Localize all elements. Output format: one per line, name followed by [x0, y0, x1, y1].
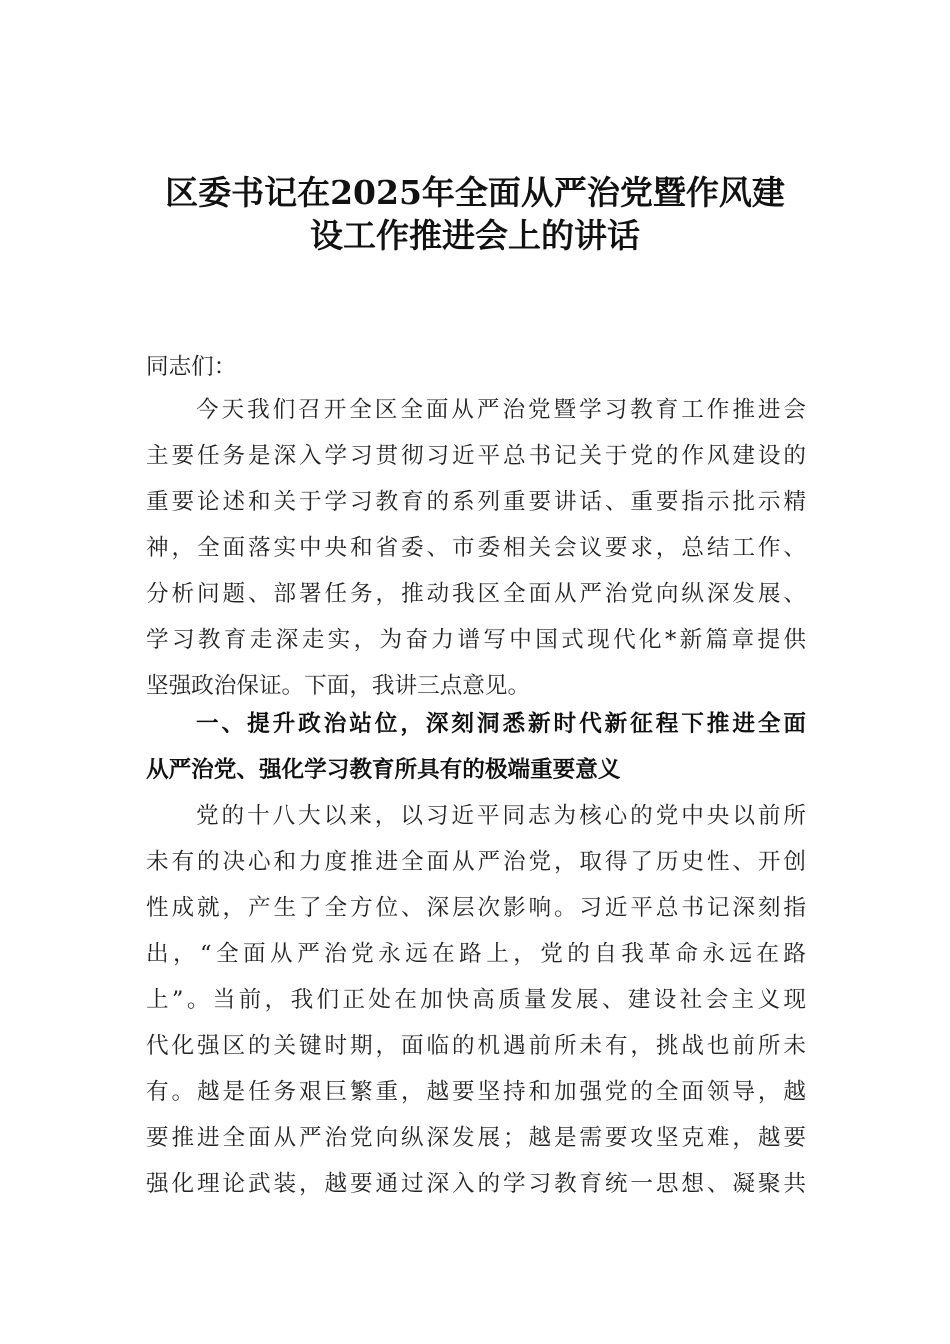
salutation-text: 同志们： [146, 354, 237, 380]
paragraph-line: 坚强政治保证。下面，我讲三点意见。 [146, 673, 531, 699]
document-title-line-1: 区委书记在2025年全面从严治党暨作风建 [165, 173, 785, 212]
paragraph-line: 代化强区的关键时期，面临的机遇前所未有，挑战也前所未 [146, 1033, 806, 1059]
paragraph-line: 主要任务是深入学习贯彻习近平总书记关于党的作风建设的 [146, 443, 806, 469]
paragraph-line: 党的十八大以来，以习近平同志为核心的党中央以前所 [196, 803, 806, 829]
heading-line: 一、提升政治站位，深刻洞悉新时代新征程下推进全面 [196, 711, 806, 737]
paragraph-line: 神，全面落实中央和省委、市委相关会议要求，总结工作、 [146, 535, 806, 561]
paragraph-line: 未有的决心和力度推进全面从严治党，取得了历史性、开创 [146, 849, 806, 875]
paragraph-line: 有。越是任务艰巨繁重，越要坚持和加强党的全面领导，越 [146, 1079, 806, 1105]
paragraph-line: 要推进全面从严治党向纵深发展；越是需要攻坚克难，越要 [146, 1125, 806, 1151]
paragraph-line: 性成就，产生了全方位、深层次影响。习近平总书记深刻指 [146, 895, 806, 921]
heading-line: 从严治党、强化学习教育所具有的极端重要意义 [146, 757, 621, 783]
paragraph-line: 上”。当前，我们正处在加快高质量发展、建设社会主义现 [146, 987, 806, 1013]
paragraph-line: 出，“全面从严治党永远在路上，党的自我革命永远在路 [146, 941, 806, 967]
paragraph-line: 分析问题、部署任务，推动我区全面从严治党向纵深发展、 [146, 581, 806, 607]
paragraph-line: 强化理论武装，越要通过深入的学习教育统一思想、凝聚共 [146, 1171, 806, 1197]
paragraph-line: 学习教育走深走实，为奋力谱写中国式现代化*新篇章提供 [146, 627, 806, 653]
paragraph-line: 重要论述和关于学习教育的系列重要讲话、重要指示批示精 [146, 489, 806, 515]
document-title-line-2: 设工作推进会上的讲话 [310, 216, 640, 255]
paragraph-line: 今天我们召开全区全面从严治党暨学习教育工作推进会 [196, 397, 806, 423]
